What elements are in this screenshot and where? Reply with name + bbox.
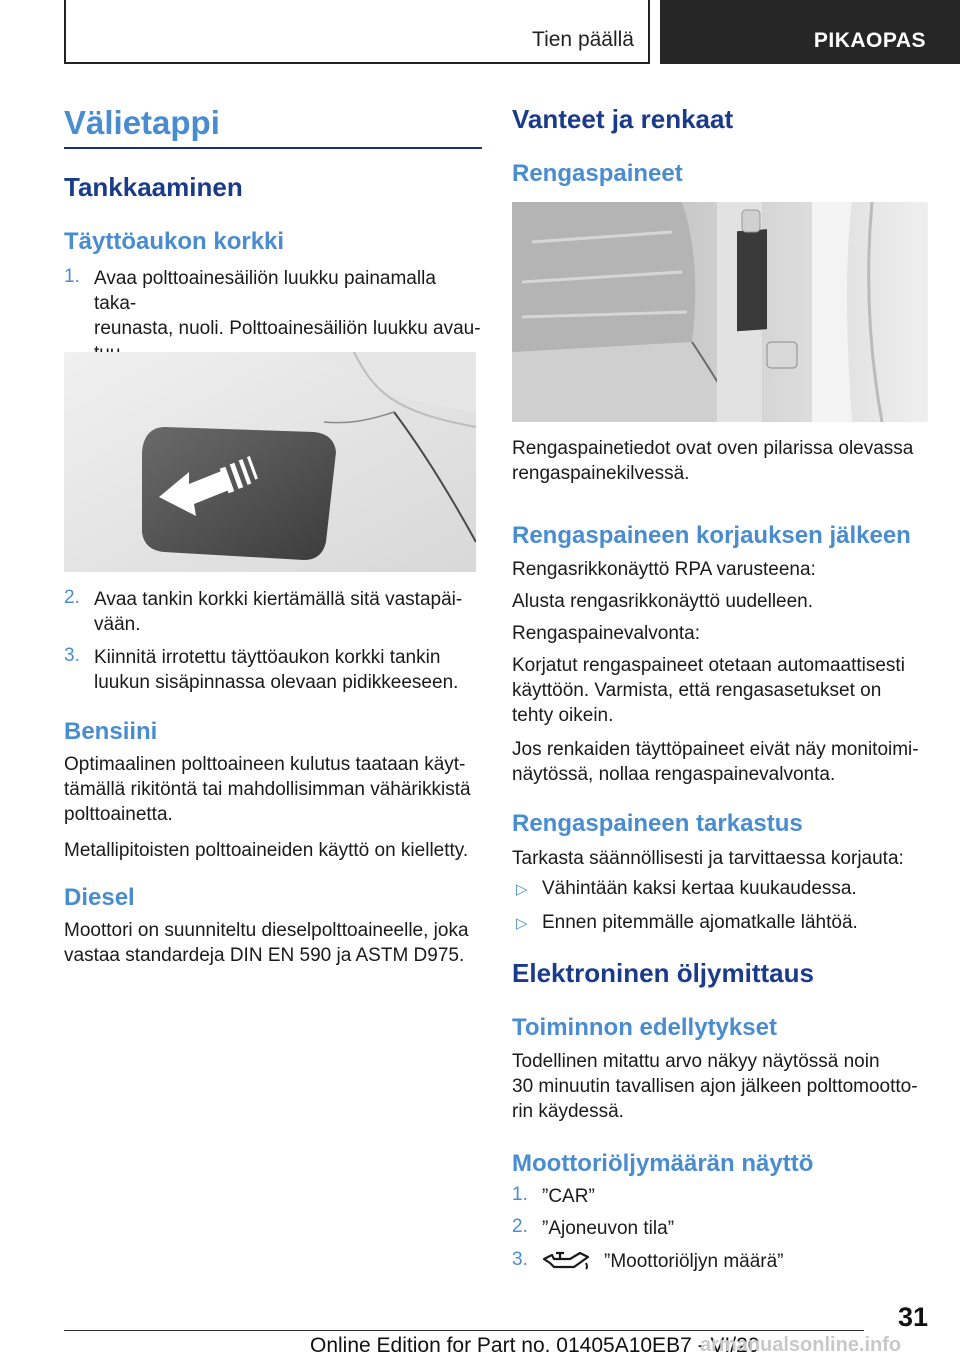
- step-text: ”Ajoneuvon tila”: [542, 1218, 675, 1239]
- triangle-right-icon: ▷: [516, 881, 528, 898]
- paragraph: Optimaalinen polttoaineen kulutus taataan käyt- tämällä rikitöntä tai mahdollisimman vähärikkistä polttoainetta.: [64, 754, 471, 825]
- step-number: 3.: [512, 1249, 528, 1270]
- fuel-flap-illustration: [64, 352, 476, 572]
- step-text: Avaa polttoainesäiliön luukku painamalla taka- reunasta, nuoli. Polttoainesäiliön luukku avau-: [94, 268, 481, 339]
- step-text: ”Moottoriöljyn määrä”: [604, 1251, 784, 1272]
- step-text: ”CAR”: [542, 1186, 595, 1207]
- step-number: 1.: [512, 1184, 528, 1205]
- paragraph: Metallipitoisten polttoaineiden käyttö on kielletty.: [64, 840, 469, 861]
- heading-fuel-cap: Täyttöaukon korkki: [64, 228, 285, 255]
- heading-oil-display: Moottoriöljymäärän näyttö: [512, 1150, 814, 1177]
- step-text: Kiinnitä irrotettu täyttöaukon korkki tankin luukun sisäpinnassa olevaan pidikkeeseen.: [94, 647, 459, 693]
- oil-can-icon: [540, 1247, 592, 1276]
- header-section-title: Tien päällä: [532, 28, 634, 51]
- step-number: 3.: [64, 645, 80, 666]
- paragraph: Rengasrikkonäyttö RPA varusteena:: [512, 559, 816, 580]
- header-section-box: [64, 0, 650, 64]
- header-badge: PIKAOPAS: [813, 29, 926, 52]
- heading-after-correction: Rengaspaineen korjauksen jälkeen: [512, 522, 911, 549]
- paragraph: Alusta rengasrikkonäyttö uudelleen.: [512, 591, 814, 612]
- heading-diesel: Diesel: [64, 884, 135, 911]
- heading-wheels: Vanteet ja renkaat: [512, 104, 734, 134]
- heading-requirements: Toiminnon edellytykset: [512, 1014, 777, 1041]
- heading-oil-measurement: Elektroninen öljymittaus: [512, 958, 814, 988]
- paragraph: Moottori on suunniteltu dieselpolttoaineelle, joka vastaa standardeja DIN EN 590 ja ASTM D975.: [64, 920, 469, 966]
- page-number: 31: [898, 1302, 929, 1332]
- paragraph: Jos renkaiden täyttöpaineet eivät näy monitoimi- näytössä, nollaa rengaspainevalvonta.: [512, 739, 919, 785]
- paragraph: Rengaspainevalvonta:: [512, 623, 701, 644]
- door-pillar-figure: [512, 202, 928, 422]
- heading-tankkaaminen: Tankkaaminen: [64, 172, 243, 202]
- chapter-rule: [64, 147, 482, 149]
- heading-pressure-check: Rengaspaineen tarkastus: [512, 810, 803, 837]
- header-badge-box: [660, 0, 960, 64]
- paragraph: Todellinen mitattu arvo näkyy näytössä noin 30 minuutin tavallisen ajon jälkeen polttomootto- rin käydessä.: [512, 1051, 918, 1122]
- footer-edition: Online Edition for Part no. 01405A10EB7 - VI/20: [310, 1334, 760, 1357]
- triangle-right-icon: ▷: [516, 915, 528, 932]
- paragraph: Korjatut rengaspaineet otetaan automaattisesti käyttöön. Varmista, että rengasasetukset on tehty oikein.: [512, 655, 905, 726]
- fuel-flap-figure: [64, 352, 476, 572]
- paragraph: Tarkasta säännöllisesti ja tarvittaessa korjauta:: [512, 848, 904, 869]
- step-number: 1.: [64, 266, 80, 287]
- heading-bensiini: Bensiini: [64, 718, 158, 745]
- door-pillar-illustration: [512, 202, 928, 422]
- step-number: 2.: [64, 587, 80, 608]
- bullet-text: Ennen pitemmälle ajomatkalle lähtöä.: [542, 912, 858, 933]
- chapter-title: Välietappi: [64, 104, 220, 141]
- watermark: armanualsonline.info: [700, 1334, 902, 1356]
- footer-rule: [64, 1330, 864, 1331]
- step-text: Avaa tankin korkki kiertämällä sitä vastapäi- vään.: [94, 589, 463, 635]
- bullet-text: Vähintään kaksi kertaa kuukaudessa.: [542, 878, 857, 899]
- paragraph: Rengaspainetiedot ovat oven pilarissa olevassa rengaspainekilvessä.: [512, 438, 914, 484]
- step-number: 2.: [512, 1216, 528, 1237]
- heading-tire-pressure: Rengaspaineet: [512, 160, 683, 187]
